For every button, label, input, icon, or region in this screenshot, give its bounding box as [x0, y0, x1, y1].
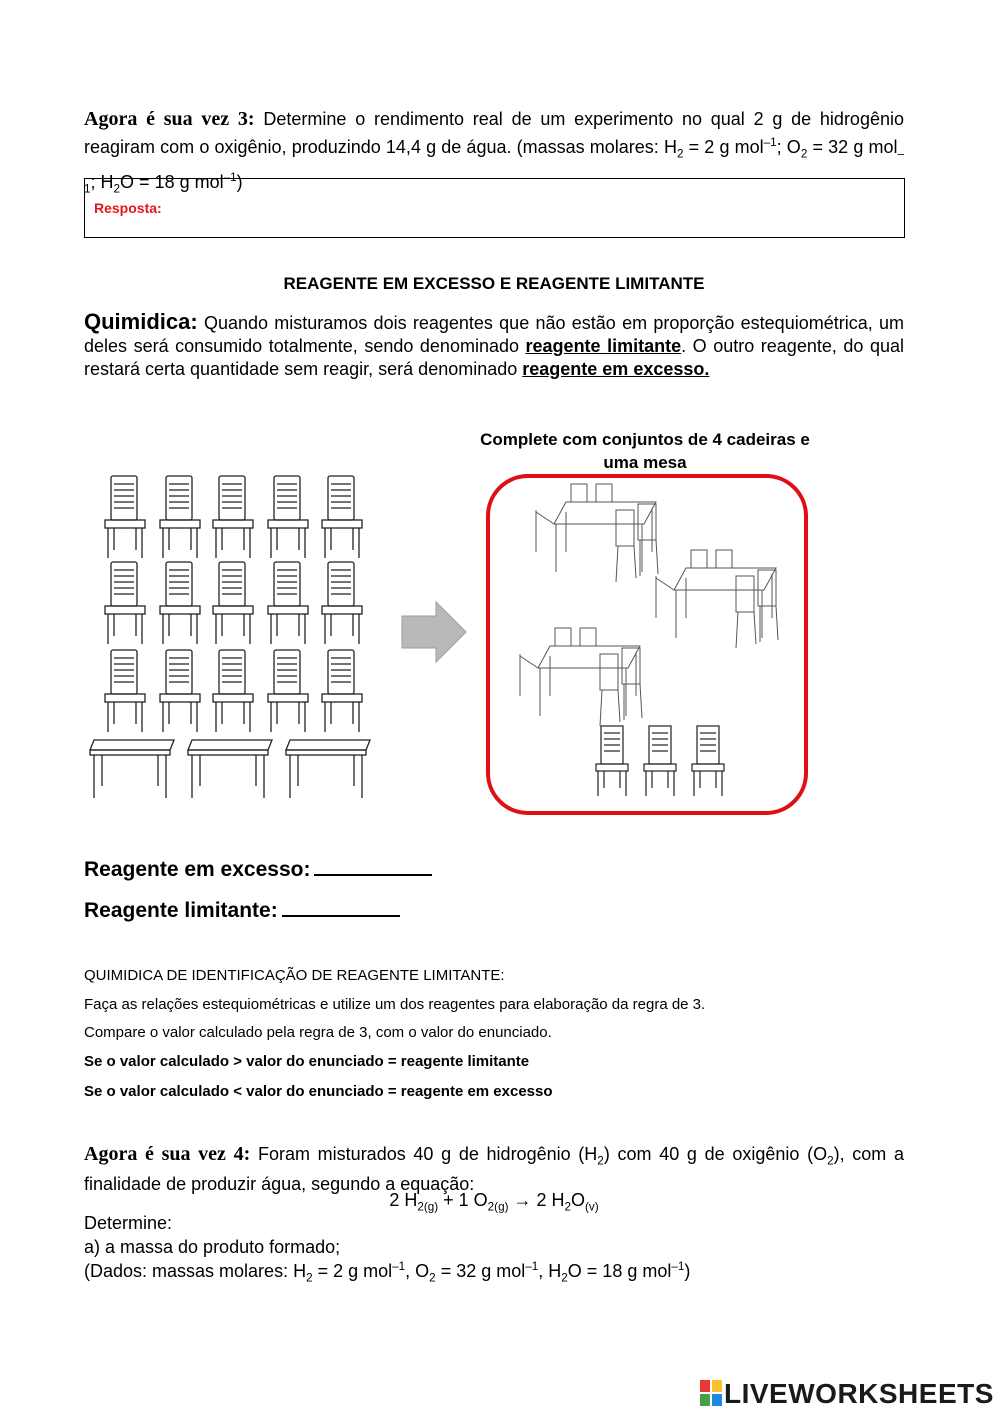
- reaction-equation: 2 $H_{2(g)} + 1$ $O_{2(g)} \to 2$ $H_2O_{(v)}$: [389, 1190, 599, 1214]
- excess-reagent-blank[interactable]: [314, 856, 432, 876]
- chairs-and-tables-illustration: [80, 470, 380, 810]
- limiting-reagent-blank[interactable]: [282, 897, 400, 917]
- rule-3: Se o valor calculado > valor do enunciado = reagente limitante: [84, 1053, 530, 1070]
- rule-1: Faça as relações estequiométricas e utilize um dos reagentes para elaboração da regra de 3.: [84, 996, 706, 1013]
- term-limiting: reagente limitante: [525, 336, 682, 356]
- liveworksheets-logo-icon: [700, 1380, 722, 1406]
- dining-set-1: [536, 484, 658, 582]
- quimidica-paragraph: Quimidica: Quando misturamos dois reagentes que não estão em proporção estequiométrica, um deles será consumido totalmente, sendo denominado reagente limitante. O outro reagente, do qual restará certa quantidade sem reagir, será denominado reagente em excesso.: [84, 309, 904, 379]
- exercise-3-statement: Agora é sua vez 3: Determine o rendimento real de um experimento no qual 2 g de hidrogênio reagiram com o oxigênio, produzindo 14,4 g de água. (massas molares: $H_2 = 2$ g mol$^{-1}$; $O_2 = 32$ g mol$_{-1}$; $H_2O = 18$ g mol$^{-1}$): [84, 108, 904, 196]
- right-arrow-icon: [400, 600, 470, 664]
- liveworksheets-brand[interactable]: LIVEWORKSHEETS: [724, 1378, 994, 1409]
- answer-box[interactable]: [84, 178, 905, 238]
- rule-2: Compare o valor calculado pela regra de 3, com o valor do enunciado.: [84, 1024, 552, 1041]
- answer-label: Resposta:: [94, 200, 162, 216]
- dining-set-3: [520, 628, 642, 726]
- dining-set-2: [656, 550, 778, 648]
- figure-caption: Complete com conjuntos de 4 cadeiras e uma mesa: [480, 430, 810, 472]
- section-title: REAGENTE EM EXCESSO E REAGENTE LIMITANTE: [283, 274, 705, 293]
- table-row: [90, 740, 370, 798]
- exercise-4-statement: Agora é sua vez 4: Foram misturados 40 g de hidrogênio $(H_2)$ com 40 g de oxigênio $(O_2)$, com a finalidade de produzir água, segundo a equação:: [84, 1143, 904, 1194]
- limiting-reagent-field: Reagente limitante:: [84, 897, 400, 923]
- leftover-chairs: [596, 726, 724, 796]
- chair-row-2: [105, 562, 362, 644]
- exercise-4-title: Agora é sua vez 4:: [84, 1143, 251, 1165]
- molar-mass-data: (Dados: massas molares: $H_2 = 2$ g mol$^{-1}$, $O_2 = 32$ g mol$^{-1}$, $H_2O = 18$ g mol$^{-1}$): [84, 1260, 691, 1285]
- item-a: a) a massa do produto formado;: [84, 1237, 341, 1257]
- quimidica-lead: Quimidica:: [84, 309, 198, 334]
- rules-heading: QUIMIDICA DE IDENTIFICAÇÃO DE REAGENTE LIMITANTE:: [84, 967, 505, 984]
- excess-reagent-field: Reagente em excesso:: [84, 856, 432, 882]
- dining-sets-illustration: [500, 478, 800, 803]
- exercise-3-title: Agora é sua vez 3:: [84, 108, 255, 130]
- term-excess: reagente em excesso.: [522, 359, 710, 379]
- chair-row-3: [105, 650, 362, 732]
- rule-4: Se o valor calculado < valor do enunciado = reagente em excesso: [84, 1083, 553, 1100]
- chair-row-1: [105, 476, 362, 558]
- determine-label: Determine:: [84, 1213, 173, 1233]
